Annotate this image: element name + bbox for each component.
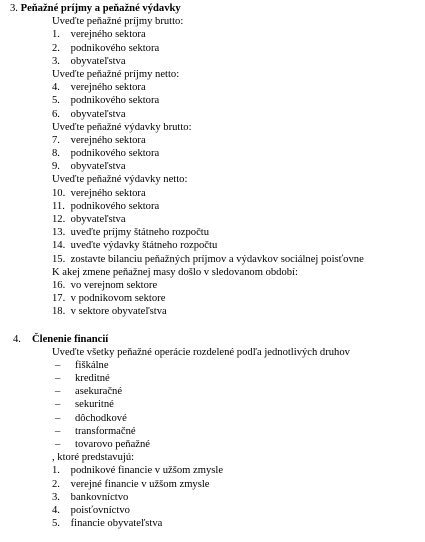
list-item: 16. vo verejnom sektore: [52, 279, 158, 291]
section-4-title: Členenie financií: [32, 333, 109, 345]
list-item: 17. v podnikovom sektore: [52, 293, 166, 305]
dash-item: – fiškálne: [55, 359, 109, 371]
list-item: 18. v sektore obyvateľstva: [52, 306, 167, 318]
document: [0, 2, 425, 530]
group-heading: Uveďte peňažné príjmy brutto:: [52, 16, 184, 28]
list-item: 15. zostavte bilanciu peňažných príjmov a výdavkov sociálnej poisťovne: [52, 253, 364, 265]
dash-item: – asekuračné: [55, 386, 123, 398]
list-item: 3. obyvateľstva: [52, 55, 126, 67]
group-heading: Uveďte peňažné výdavky netto:: [52, 174, 188, 186]
section-3-title: Peňažné príjmy a peňažné výdavky: [20, 3, 181, 14]
group-heading: Uveďte peňažné výdavky brutto:: [52, 121, 192, 133]
list-item: 14. uveďte výdavky štátneho rozpočtu: [52, 240, 218, 252]
list-item: 3. bankovníctvo: [52, 491, 129, 503]
list-item: 1. podnikové financie v užšom zmysle: [52, 465, 224, 477]
list-item: 1. verejného sektora: [52, 29, 146, 41]
group-heading: K akej zmene peňažnej masy došlo v sledovanom období:: [52, 266, 298, 278]
group-heading: Uveďte peňažné príjmy netto:: [52, 68, 180, 80]
section-gap: [0, 319, 425, 333]
list-item: 12. obyvateľstva: [52, 214, 126, 225]
dash-item: – transformačné: [55, 425, 136, 437]
list-item: 10. verejného sektora: [52, 187, 146, 199]
list-item: 5. podnikového sektora: [52, 95, 160, 107]
section-3-number: 3.: [10, 3, 18, 14]
list-item: 9. obyvateľstva: [52, 161, 126, 173]
list-item: 2. verejné financie v užšom zmysle: [52, 478, 210, 490]
section-4-intro: Uveďte všetky peňažné operácie rozdelené podľa jednotlivých druhov: [52, 346, 350, 358]
section-3-heading: [0, 2, 425, 15]
section-4-heading: [0, 333, 425, 346]
list-item: 7. verejného sektora: [52, 134, 146, 146]
dash-item: – sekuritné: [55, 399, 114, 411]
list-item: 4. verejného sektora: [52, 82, 146, 94]
dash-item: – kreditné: [55, 373, 110, 385]
list-item: 13. uveďte príjmy štátneho rozpočtu: [52, 227, 210, 239]
list-item: 11. podnikového sektora: [52, 200, 160, 212]
list-item: 5. financie obyvateľstva: [52, 518, 163, 530]
list-item: 8. podnikového sektora: [52, 148, 160, 160]
section-4-number: 4.: [13, 333, 21, 345]
represent-label: , ktoré predstavujú:: [52, 452, 135, 464]
list-item: 4. poisťovníctvo: [52, 504, 130, 516]
list-item: 2. podnikového sektora: [52, 42, 160, 54]
list-item: 6. obyvateľstva: [52, 108, 126, 120]
dash-item: – tovarovo peňažné: [55, 439, 151, 450]
dash-item: – dôchodkové: [55, 412, 127, 424]
